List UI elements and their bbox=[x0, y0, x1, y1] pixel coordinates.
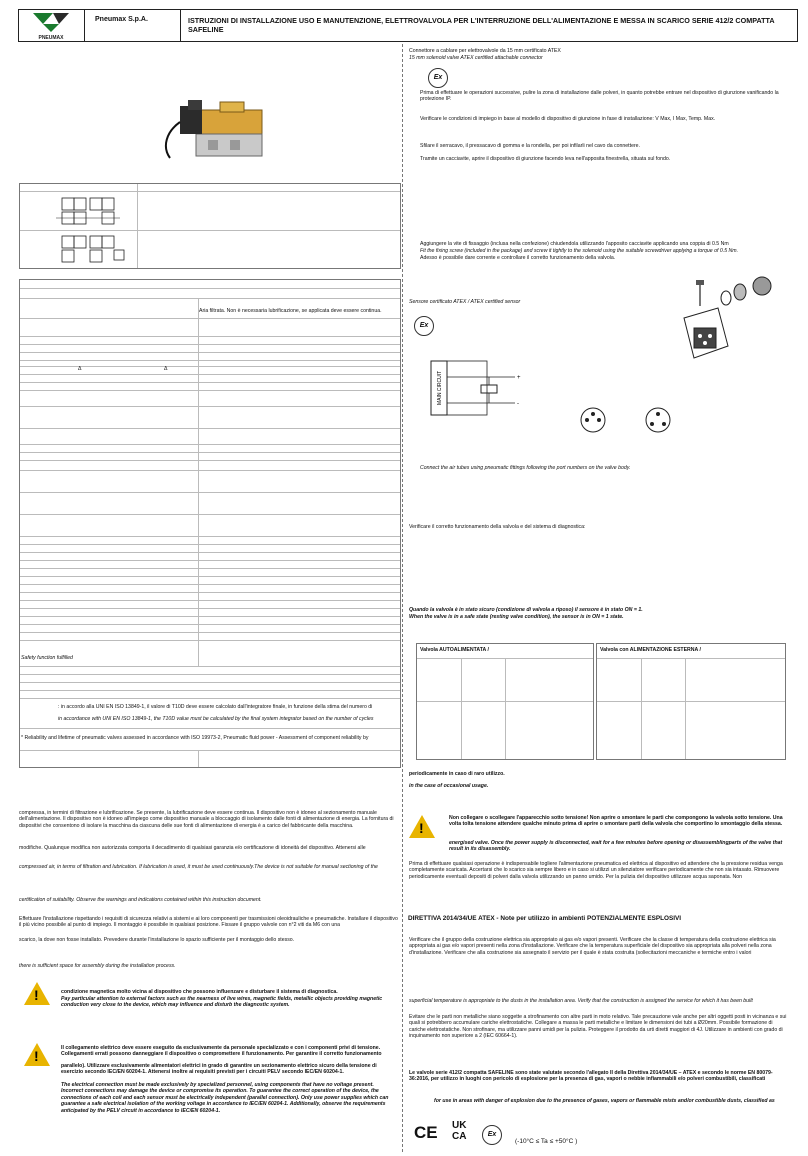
ambient-temperature-range: (-10°C ≤ Ta ≤ +50°C ) bbox=[515, 1138, 578, 1145]
step-verify-conditions: Verificare le condizioni di impiego in base al modello di dispositivo di giunzione in fase di installazione: V Max, I Max, Temp. Max. bbox=[420, 116, 716, 122]
company-name: Pneumax S.p.A. bbox=[85, 10, 181, 41]
connector-title-en: 15 mm solenoid valve ATEX certified attachable connector bbox=[409, 55, 543, 61]
paragraph-certification-en: certification of suitability. Observe the warnings and indications contained within this instruction document. bbox=[19, 897, 262, 903]
document-header bbox=[18, 9, 798, 42]
delta-symbol-1: Δ bbox=[78, 366, 82, 372]
warning-electrical-it: Il collegamento elettrico deve essere eseguito da esclusivamente da personale specializzato e con i componenti privi di tensione. Collegamenti errati possono danneggiare il dispositivo o compromettere il funzionamento. Per garantire il corretto funzionamento bbox=[61, 1045, 382, 1058]
ex-atex-icon: Ex bbox=[482, 1125, 502, 1145]
logo-text: PNEUMAX bbox=[38, 35, 64, 41]
delta-symbol-2: Δ bbox=[164, 366, 168, 372]
safe-state-it: Quando la valvola è in stato sicuro (condizione di valvola a riposo) il sensore è in stato ON = 1. bbox=[409, 607, 643, 613]
atex-paragraph-1: Verificare che il gruppo della costruzione elettrica sia appropriato ai gas e/o vapori presenti. Verificare che la classe di temperatura della costruzione elettrica sia appropriata ai gas e/o vapori presenti nella zona d'installazione. Verificare che la temperatura superficiale del dispositivo sia appropriata alla polveri nella zona d'installazione. Verificare che alla costruzione sia assegnato il servizio per il quale è stata costruita (sollecitazioni meccaniche e termiche entro i valori bbox=[409, 937, 776, 956]
external-supply-title: Valvola con ALIMENTAZIONE ESTERNA / bbox=[600, 647, 701, 653]
ex-atex-icon: Ex bbox=[414, 316, 434, 336]
self-powered-title: Valvola AUTOALIMENTATA / bbox=[420, 647, 489, 653]
valve-product-image bbox=[160, 92, 280, 170]
paragraph-modifications-it: modifiche. Qualunque modifica non autorizzata comporta il decadimento di qualsiasi garanzia e/o certificazione di idoneità del dispositivo. Attenersi alle bbox=[19, 845, 366, 851]
pneumatic-symbol-1 bbox=[50, 194, 130, 228]
danger-voltage-it: Non collegare o scollegare l'apparecchio sotto tensione! Non aprire o smontare le parti che compongono la valvola sotto tensione. Una volta tolta tensione attendere qualche minuto prima di aprire o smontare parti della valvola che comportino lo smontaggio della stessa. bbox=[449, 815, 783, 828]
pneumax-logo-icon bbox=[19, 10, 83, 41]
ce-mark-icon: CE bbox=[414, 1123, 438, 1142]
lubrication-note: Aria filtrata. Non è necessaria lubrificazione, se applicata deve essere continua. bbox=[199, 308, 382, 314]
warning-icon bbox=[24, 1043, 50, 1066]
paragraph-installation-it: Effettuare l'installazione rispettando i requisiti di sicurezza relativi a sistemi e ai loro componenti per trasmissioni oleoidrauliche e pneumatiche. Installare il dispositivo il più vicino possibile al punto di impiego. Il montaggio è possibile in qualsiasi posizione. Fissare il gruppo valvole con n°2 viti da M6 con una bbox=[19, 916, 398, 929]
atex-paragraph-5: for use in areas with danger of explosion due to the presence of gases, vapors or flammable mists and/or combustible dusts, classified as bbox=[434, 1098, 775, 1104]
atex-directive-title: DIRETTIVA 2014/34/UE ATEX - Note per utilizzo in ambienti POTENZIALMENTE ESPLOSIVI bbox=[408, 915, 682, 922]
maintenance-paragraph: Prima di effettuare qualsiasi operazione è indispensabile togliere l'alimentazione pneumatica ed elettrica al dispositivo ed attendere che la pressione residua venga completamente scaricata. Accertarsi che lo scarico sia sempre libero e in caso si utilizzi un silenziatore verificare periodicamente che non sia intasato. Rimuovere periodicamente eventuali depositi di polveri dalla valvola utilizzando un panno umido. Per la pulizia del dispositivo utilizzare acqua saponata. Non bbox=[409, 861, 783, 880]
step-power-on: Adesso è possibile dare corrente e controllare il corretto funzionamento della valvola. bbox=[420, 255, 616, 261]
logo bbox=[19, 10, 85, 41]
ukca-mark-uk: UK bbox=[452, 1120, 467, 1131]
paragraph-air-quality-en: compressed air, in terms of filtration and lubrication. If lubrication is used, it must be used continuously.The device is not suitable for manual sectioning of the bbox=[19, 864, 378, 870]
step-fixing-screw-en: Fit the fixing screw (included in the package) and screw it tightly to the solenoid using the suitable screwdriver applying a torque of 0.5 Nm. bbox=[420, 248, 739, 254]
verify-operation-note: Verificare il corretto funzionamento della valvola e del sistema di diagnostica: bbox=[409, 524, 586, 530]
ukca-mark-ca: CA bbox=[452, 1131, 467, 1142]
pneumatic-symbol-2 bbox=[50, 232, 130, 266]
paragraph-exhaust-it: scarico, la dove non fosse installato. Prevedere durante l'installazione lo spazio sufficiente per il montaggio dello stesso. bbox=[19, 937, 295, 943]
connector-pinout-male bbox=[578, 405, 608, 435]
iso-note-it: : in accordo alla UNI EN ISO 13849-1, il valore di T10D deve essere calcolato dall'integratore finale, in funzione della stima del numero di bbox=[58, 704, 373, 710]
step-clean: Prima di effettuare le operazioni successive, pulire la zona di installazione dalle polveri, in quanto potrebbe entrare nel dispositivo di giunzione vanificando la protezione IP. bbox=[420, 90, 779, 103]
atex-paragraph-3: Evitare che le parti non metalliche siano soggette a strofinamento con altre parti in moto relativo. Tale precauzione vale anche per altri oggetti posti in vicinanza e sui quali si potrebbero accumulare cariche elettrostatiche. Collegare a massa le parti metalliche e limitare le dimensioni dei tubi a Ø20mm. Possibile formazione di cariche elettrostatiche. Non strofinare, ma utilizzare panni umidi per la pulizia. Proteggere il prodotto da urti diretti maggiori di 4J. Utilizzare in ambienti con grado di inquinamento non superiore a 2 (IEC 60664-1). bbox=[409, 1014, 787, 1040]
main-circuit-label: MAIN CIRCUIT bbox=[437, 370, 443, 405]
self-powered-valve-table bbox=[416, 643, 594, 760]
warning-electrical-it-2: parallelo). Utilizzare esclusivamente alimentatori elettrici in grado di garantire un sezionamento elettrico sicuro della tensione di esercizio secondo IEC/EN 60204-1. Attenersi inoltre ai requisiti previsti per i circuiti PELV secondo IEC/EN 60204-1. bbox=[61, 1063, 377, 1076]
warning-electrical-en: The electrical connection must be made exclusively by specialized personnel, using components that have no voltage present. Incorrect connections may damage the device or compromise its operation. To guarantee the correct operation of the device, the connections of each coil and each sensor must be electrically independent (parallel connection). Only use power supplies which can guarantee a safe electrical isolation of the working voltage in accordance to IEC/EN 60204-1. Additionally, observe the requirements anticipated by the PELV circuit in accordance to IEC/EN 60204-1. bbox=[61, 1082, 389, 1114]
plus-terminal-label: + bbox=[517, 375, 521, 381]
connector-pinout-female bbox=[643, 405, 673, 435]
periodic-check-en: in the case of occasional usage. bbox=[409, 783, 489, 789]
specs-table bbox=[19, 279, 401, 768]
symbols-table bbox=[19, 183, 401, 269]
step-fixing-screw: Aggiungere la vite di fissaggio (inclusa nella confezione) chiudendola utilizzando l'apposito cacciavite applicando una coppia di 0.5 Nm bbox=[420, 241, 729, 247]
safe-state-en: When the valve is in a safe state (resting valve condition), the sensor is in ON = 1 state. bbox=[409, 614, 624, 620]
warning-icon bbox=[24, 982, 50, 1005]
column-divider bbox=[402, 44, 403, 1152]
step-open-junction: Tramite un cacciavite, aprire il dispositivo di giunzione facendo leva nell'apposita finestrella, situata sul fondo. bbox=[420, 156, 671, 162]
iso-note-en: in accordance with UNI EN ISO 13849-1, the T10D value must be calculated by the final system integrator based on the number of cycles bbox=[58, 716, 374, 722]
periodic-check-it: periodicamente in caso di raro utilizzo. bbox=[409, 771, 505, 777]
air-tubes-note: Connect the air tubes using pneumatic fittings following the port numbers on the valve body. bbox=[420, 465, 631, 471]
paragraph-air-quality-it: compressa, in termini di filtrazione e lubrificazione. Se presente, la lubrificazione deve essere continua. Il dispositivo non è idoneo al sezionamento manuale dell'alimentazione. Il dispositivo non è idoneo all'impiego come dispositivo manuale a bloccaggio di isolamento dalle fonti di alimentazione di energia. La fornitura di dispositivi che consentono di isolare la macchina da ciascuna delle sue fonti di alimentazione di energia è a carico del fabbricante della macchina. bbox=[19, 810, 394, 829]
danger-voltage-en: energised valve. Once the power supply is disconnected, wait for a few minutes before opening or disassemblingparts of the valve that result in its disassembly. bbox=[449, 840, 783, 853]
connector-exploded-drawing bbox=[678, 276, 788, 368]
atex-paragraph-4: Le valvole serie 412/2 compatta SAFELINE sono state valutate secondo l'allegato II della Direttiva 2014/34/UE – ATEX e secondo le norme EN 80079-36:2016, per utilizzo in luoghi con pericolo di esplosione per la presenza di gas, vapori o nebbie infiammabili e/o polveri combustibili, classificati bbox=[409, 1070, 773, 1083]
warning-magnetic-it: condizione magnetica molto vicina al dispositivo che possono influenzare e disturbare il sistema di diagnostica. bbox=[61, 989, 338, 995]
ex-atex-icon: Ex bbox=[428, 68, 448, 88]
minus-terminal-label: - bbox=[517, 401, 519, 407]
external-supply-valve-table bbox=[596, 643, 786, 760]
sensor-circuit-diagram bbox=[423, 357, 527, 419]
reliability-note: * Reliability and lifetime of pneumatic valves assessed in accordance with ISO 19973-2, Pneumatic fluid power - Assessment of component reliability by bbox=[21, 735, 369, 741]
sensor-label: Sensore certificato ATEX / ATEX certified sensor bbox=[409, 299, 521, 305]
warning-icon bbox=[409, 815, 435, 838]
paragraph-space-en: there is sufficient space for assembly during the installation process. bbox=[19, 963, 176, 969]
safety-function-label: Safety function fulfilled bbox=[21, 655, 73, 661]
step-cable: Sfilare il serracavo, il pressacavo di gomma e la rondella, per poi infilarli nel cavo da connettere. bbox=[420, 143, 641, 149]
warning-magnetic-en: Pay particular attention to external factors such as the nearness of live wires, magnetic fields, metallic objects providing magnetic conduction very close to the device, which may influence and disturb the diagnostic system. bbox=[61, 996, 383, 1009]
connector-title-it: Connettore a cablare per elettrovalvole da 15 mm certificato ATEX bbox=[409, 48, 561, 54]
atex-paragraph-2: superficial temperature is appropriate to the dusts in the installation area. Verify that the construction is assigned the service for which it has been built bbox=[409, 998, 753, 1004]
document-title: ISTRUZIONI DI INSTALLAZIONE USO E MANUTENZIONE, ELETTROVALVOLA PER L'INTERRUZIONE DELL'ALIMENTAZIONE E MESSA IN SCARICO SERIE 412/2 COMPATTA SAFELINE bbox=[188, 16, 775, 34]
